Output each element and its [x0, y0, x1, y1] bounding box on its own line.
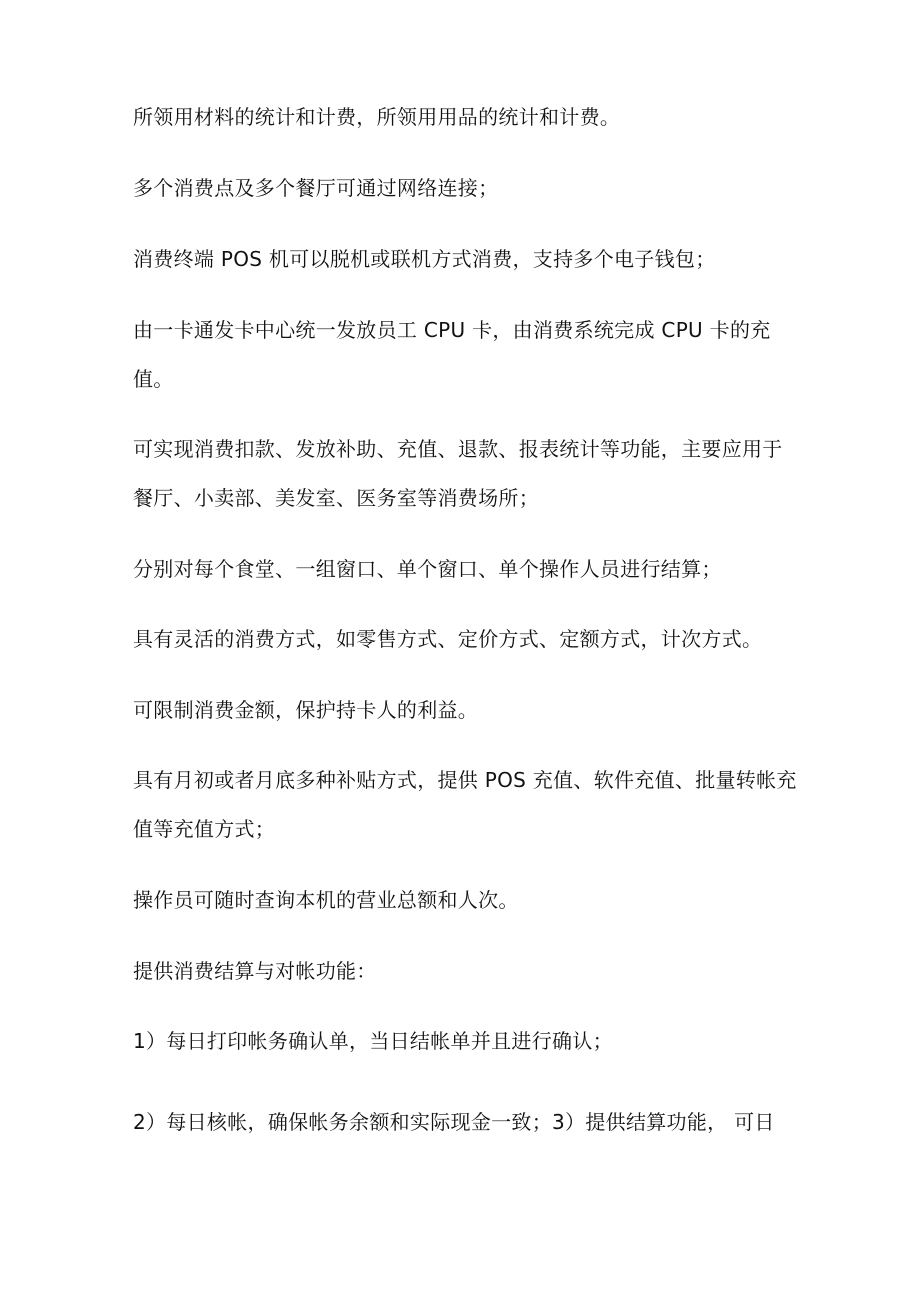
- text-line: 由一卡通发卡中心统一发放员工 CPU 卡，由消费系统完成 CPU 卡的充: [133, 318, 771, 342]
- text-line: 2）每日核帐，确保帐务余额和实际现金一致；3）提供结算功能， 可日: [133, 1110, 775, 1134]
- text-line: 所领用材料的统计和计费，所领用用品的统计和计费。: [133, 105, 621, 129]
- text-line: 可限制消费金额，保护持卡人的利益。: [133, 698, 479, 722]
- text-line: 多个消费点及多个餐厅可通过网络连接；: [133, 176, 499, 200]
- text-line: 值。: [133, 367, 174, 391]
- text-line: 提供消费结算与对帐功能：: [133, 959, 377, 983]
- text-line: 分别对每个食堂、一组窗口、单个窗口、单个操作人员进行结算；: [133, 557, 722, 581]
- text-line: 值等充值方式；: [133, 817, 276, 841]
- text-line: 具有灵活的消费方式，如零售方式、定价方式、定额方式，计次方式。: [133, 627, 763, 651]
- text-line: 具有月初或者月底多种补贴方式，提供 POS 充值、软件充值、批量转帐充: [133, 768, 797, 792]
- text-line: 可实现消费扣款、发放补助、充值、退款、报表统计等功能，主要应用于: [133, 437, 783, 461]
- text-line: 餐厅、小卖部、美发室、医务室等消费场所；: [133, 486, 539, 510]
- text-line: 消费终端 POS 机可以脱机或联机方式消费，支持多个电子钱包；: [133, 247, 716, 271]
- text-line: 操作员可随时查询本机的营业总额和人次。: [133, 888, 519, 912]
- text-line: 1）每日打印帐务确认单，当日结帐单并且进行确认；: [133, 1029, 613, 1053]
